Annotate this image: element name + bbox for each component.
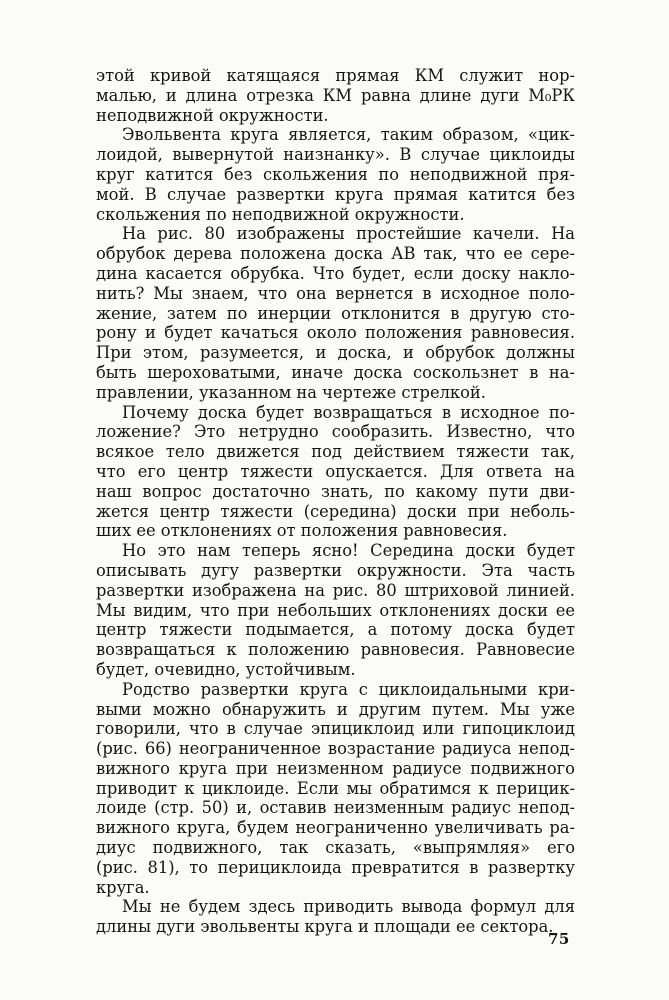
text-line: что его центр тяжести опускается. Для ответа на [96, 461, 575, 481]
text-line: Родство развертки круга с циклоидальными кри- [122, 679, 575, 699]
text-line: Эвольвента круга является, таким образом, «цик- [122, 125, 575, 145]
text-line: этой кривой катящаяся прямая КМ служит нор- [96, 66, 575, 85]
text-line: малью, и длина отрезка КМ равна длине дуги M₀PК [96, 85, 575, 105]
body-text [96, 66, 575, 937]
text-line: скольжения по неподвижной окружности. [96, 204, 465, 224]
text-line: развертки изображена на рис. 80 штриховой линией. [96, 580, 575, 600]
text-line: дина касается обрубка. Что будет, если доску накло- [96, 263, 575, 283]
text-line: На рис. 80 изображены простейшие качели. На [122, 224, 575, 244]
paragraph [96, 66, 575, 125]
text-line: говорили, что в случае эпициклоид или гипоциклоид [96, 719, 575, 739]
text-line: правлении, указанном на чертеже стрелкой. [96, 382, 486, 402]
paragraph [96, 403, 575, 542]
text-line: (рис. 66) неограниченное возрастание радиуса непод- [96, 739, 575, 759]
text-line: жение, затем по инерции отклонится в другую сто- [96, 303, 575, 323]
text-line: вижного круга при неизменном радиусе подвижного [96, 758, 575, 778]
text-line: наш вопрос достаточно знать, по какому пути дви- [96, 481, 575, 501]
text-line: длины дуги эвольвенты круга и площади ее сектора. [96, 917, 554, 937]
text-line: центр тяжести подымается, а потому доска будет [96, 620, 575, 640]
text-line: Почему доска будет возвращаться в исходное по- [122, 402, 575, 422]
text-line: мой. В случае развертки круга прямая катится без [96, 184, 575, 204]
text-line: обрубок дерева положена доска АВ так, что ее сере- [96, 244, 575, 264]
text-line: круга. [96, 877, 150, 897]
text-line: лоиде (стр. 50) и, оставив неизменным радиус непод- [96, 798, 575, 818]
text-line: жется центр тяжести (середина) доски при неболь- [96, 501, 575, 521]
text-line: быть шероховатыми, иначе доска соскользнет в на- [96, 362, 575, 382]
text-line: лоидой, вывернутой наизнанку». В случае циклоиды [96, 145, 575, 165]
text-line: нить? Мы знаем, что она вернется в исходное поло- [96, 283, 575, 303]
text-line: возвращаться к положению равновесия. Равновесие [96, 640, 575, 660]
text-line: ших ее отклонениях от положения равновесия. [96, 521, 508, 541]
text-line: круг катится без скольжения по неподвижной пря- [96, 164, 575, 184]
paragraph [96, 680, 575, 898]
paragraph [96, 125, 575, 224]
paragraph [96, 541, 575, 680]
text-line: будет, очевидно, устойчивым. [96, 659, 356, 679]
text-line: описывать дугу развертки окружности. Эта часть [96, 560, 575, 580]
text-line: Но это нам теперь ясно! Середина доски будет [122, 541, 575, 561]
text-line: выми можно обнаружить и другим путем. Мы уже [96, 699, 575, 719]
text-line: приводит к циклоиде. Если мы обратимся к перицик- [96, 778, 575, 798]
text-line: Мы видим, что при небольших отклонениях доски ее [96, 600, 575, 620]
page-number: 75 [548, 930, 570, 948]
text-line: Мы не будем здесь приводить вывода формул для [122, 897, 575, 917]
text-line: вижного круга, будем неограниченно увеличивать ра- [96, 818, 575, 838]
paragraph [96, 897, 575, 937]
text-line: (рис. 81), то перициклоида превратится в развертку [96, 857, 575, 877]
text-line: неподвижной окружности. [96, 105, 329, 125]
text-line: рону и будет качаться около положения равновесия. [96, 323, 575, 343]
text-line: ложение? Это нетрудно сообразить. Известно, что [96, 422, 575, 442]
text-line: При этом, разумеется, и доска, и обрубок должны [96, 343, 575, 363]
text-line: всякое тело движется под действием тяжести так, [96, 442, 575, 462]
text-line: диус подвижного, так сказать, «выпрямляя» его [96, 838, 575, 858]
paragraph [96, 224, 575, 402]
